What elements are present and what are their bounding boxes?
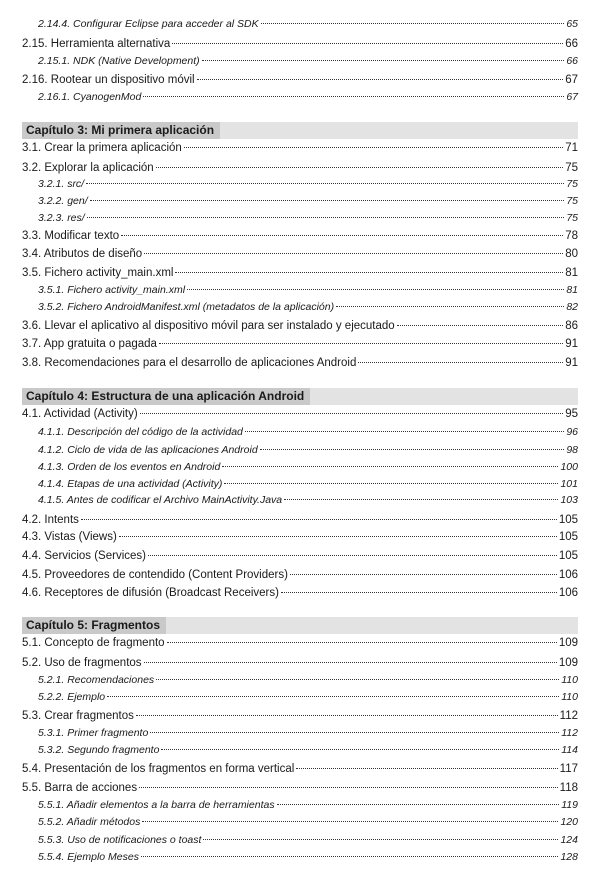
page-number: 120 bbox=[560, 816, 578, 828]
page-number: 105 bbox=[558, 550, 578, 562]
entry-title: 2.14.4. Configurar Eclipse para acceder al SDK bbox=[38, 18, 259, 30]
page-number: 100 bbox=[560, 461, 578, 473]
dot-leader bbox=[224, 482, 558, 484]
page-number: 95 bbox=[565, 408, 578, 420]
entry-title: 4.1. Actividad (Activity) bbox=[22, 408, 138, 420]
dot-leader bbox=[144, 661, 557, 663]
toc-section-entry[interactable] bbox=[22, 160, 578, 176]
page-number: 118 bbox=[559, 782, 578, 794]
dot-leader bbox=[203, 838, 558, 840]
dot-leader bbox=[86, 182, 564, 184]
dot-leader bbox=[184, 146, 563, 148]
page-number: 75 bbox=[566, 195, 578, 207]
dot-leader bbox=[197, 78, 564, 80]
chapter-heading-label: Capítulo 4: Estructura de una aplicación Android bbox=[22, 388, 310, 405]
entry-title: 5.2. Uso de fragmentos bbox=[22, 657, 142, 669]
entry-title: 3.2. Explorar la aplicación bbox=[22, 162, 154, 174]
toc-subsection-entry[interactable] bbox=[38, 459, 578, 475]
toc-section-entry[interactable] bbox=[22, 318, 578, 334]
entry-title: 2.16.1. CyanogenMod bbox=[38, 91, 142, 103]
toc-subsection-entry[interactable] bbox=[38, 725, 578, 741]
entry-title: 4.2. Intents bbox=[22, 514, 79, 526]
toc-section-entry[interactable] bbox=[22, 228, 578, 244]
dot-leader bbox=[148, 554, 557, 556]
chapter-heading-label: Capítulo 3: Mi primera aplicación bbox=[22, 122, 220, 139]
page-number: 103 bbox=[560, 494, 578, 506]
toc-subsection-entry[interactable] bbox=[38, 16, 578, 32]
dot-leader bbox=[261, 22, 565, 24]
toc-subsection-entry[interactable] bbox=[38, 282, 578, 298]
dot-leader bbox=[260, 448, 565, 450]
entry-title: 4.5. Proveedores de contendido (Content Providers) bbox=[22, 569, 288, 581]
entry-title: 2.15. Herramienta alternativa bbox=[22, 38, 171, 50]
entry-title: 4.1.5. Antes de codificar el Archivo MainActivity.Java bbox=[38, 494, 283, 506]
dot-leader bbox=[167, 641, 557, 643]
entry-title: 4.1.1. Descripción del código de la actividad bbox=[38, 426, 243, 438]
entry-title: 3.5.1. Fichero activity_main.xml bbox=[38, 284, 186, 296]
page-number: 112 bbox=[561, 727, 578, 739]
chapter-heading-label: Capítulo 5: Fragmentos bbox=[22, 617, 166, 634]
toc-subsection-entry[interactable] bbox=[38, 442, 578, 458]
dot-leader bbox=[144, 252, 563, 254]
dot-leader bbox=[142, 820, 558, 822]
dot-leader bbox=[284, 498, 558, 500]
chapter-heading bbox=[22, 122, 578, 139]
dot-leader bbox=[281, 591, 557, 593]
entry-title: 2.16. Rootear un dispositivo móvil bbox=[22, 74, 195, 86]
entry-title: 4.1.3. Orden de los eventos en Android bbox=[38, 461, 221, 473]
page-number: 91 bbox=[565, 338, 578, 350]
entry-title: 4.4. Servicios (Services) bbox=[22, 550, 146, 562]
entry-title: 3.7. App gratuita o pagada bbox=[22, 338, 157, 350]
toc-section-entry[interactable] bbox=[22, 140, 578, 156]
toc-subsection-entry[interactable] bbox=[38, 424, 578, 440]
page-number: 110 bbox=[561, 674, 578, 686]
chapter-heading bbox=[22, 617, 578, 634]
dot-leader bbox=[140, 412, 564, 414]
entry-title: 4.1.4. Etapas de una actividad (Activity) bbox=[38, 478, 223, 490]
toc-section-entry[interactable] bbox=[22, 635, 578, 651]
dot-leader bbox=[136, 714, 558, 716]
entry-title: 3.8. Recomendaciones para el desarrollo de aplicaciones Android bbox=[22, 357, 357, 369]
toc-section-entry[interactable] bbox=[22, 72, 578, 88]
dot-leader bbox=[87, 216, 565, 218]
dot-leader bbox=[187, 288, 564, 290]
toc-section-entry[interactable] bbox=[22, 761, 578, 777]
dot-leader bbox=[397, 324, 564, 326]
toc-section-entry[interactable] bbox=[22, 567, 578, 583]
entry-title: 5.3.2. Segundo fragmento bbox=[38, 744, 160, 756]
dot-leader bbox=[156, 678, 559, 680]
page-number: 91 bbox=[565, 357, 578, 369]
dot-leader bbox=[107, 695, 559, 697]
page-number: 82 bbox=[566, 301, 578, 313]
toc-subsection-entry[interactable] bbox=[38, 210, 578, 226]
toc-subsection-entry[interactable] bbox=[38, 849, 578, 865]
chapter-heading bbox=[22, 388, 578, 405]
toc-section-entry[interactable] bbox=[22, 355, 578, 371]
dot-leader bbox=[245, 430, 564, 432]
entry-title: 5.5.1. Añadir elementos a la barra de herramientas bbox=[38, 799, 275, 811]
toc-section-entry[interactable] bbox=[22, 708, 578, 724]
page-number: 67 bbox=[566, 91, 578, 103]
dot-leader bbox=[90, 199, 565, 201]
entry-title: 3.2.1. src/ bbox=[38, 178, 85, 190]
entry-title: 5.4. Presentación de los fragmentos en forma vertical bbox=[22, 763, 295, 775]
dot-leader bbox=[156, 166, 564, 168]
toc-subsection-entry[interactable] bbox=[38, 492, 578, 508]
entry-title: 5.1. Concepto de fragmento bbox=[22, 637, 165, 649]
page-number: 101 bbox=[560, 478, 578, 490]
page-number: 98 bbox=[566, 444, 578, 456]
toc-section-entry[interactable] bbox=[22, 585, 578, 601]
toc-section-entry[interactable] bbox=[22, 406, 578, 422]
entry-title: 5.5.4. Ejemplo Meses bbox=[38, 851, 139, 863]
page-number: 75 bbox=[565, 162, 578, 174]
entry-title: 5.5. Barra de acciones bbox=[22, 782, 138, 794]
toc-subsection-entry[interactable] bbox=[38, 193, 578, 209]
page-number: 124 bbox=[560, 834, 578, 846]
dot-leader bbox=[159, 342, 563, 344]
entry-title: 3.2.2. gen/ bbox=[38, 195, 88, 207]
toc-subsection-entry[interactable] bbox=[38, 742, 578, 758]
toc-section-entry[interactable] bbox=[22, 512, 578, 528]
dot-leader bbox=[296, 767, 557, 769]
entry-title: 4.3. Vistas (Views) bbox=[22, 531, 117, 543]
entry-title: 4.6. Receptores de difusión (Broadcast Receivers) bbox=[22, 587, 279, 599]
entry-title: 3.5.2. Fichero AndroidManifest.xml (metadatos de la aplicación) bbox=[38, 301, 335, 313]
toc-subsection-entry[interactable] bbox=[38, 689, 578, 705]
toc-subsection-entry[interactable] bbox=[38, 797, 578, 813]
entry-title: 4.1.2. Ciclo de vida de las aplicaciones Android bbox=[38, 444, 258, 456]
dot-leader bbox=[150, 731, 559, 733]
entry-title: 5.5.2. Añadir métodos bbox=[38, 816, 141, 828]
page-number: 65 bbox=[566, 18, 578, 30]
entry-title: 5.3.1. Primer fragmento bbox=[38, 727, 149, 739]
page-number: 75 bbox=[566, 178, 578, 190]
page-number: 128 bbox=[560, 851, 578, 863]
dot-leader bbox=[222, 465, 558, 467]
entry-title: 3.6. Llevar el aplicativo al dispositivo móvil para ser instalado y ejecutado bbox=[22, 320, 395, 332]
dot-leader bbox=[119, 535, 557, 537]
page-number: 66 bbox=[566, 55, 578, 67]
entry-title: 5.2.1. Recomendaciones bbox=[38, 674, 155, 686]
toc-section-entry[interactable] bbox=[22, 655, 578, 671]
entry-title: 5.5.3. Uso de notificaciones o toast bbox=[38, 834, 202, 846]
page-number: 106 bbox=[558, 569, 578, 581]
dot-leader bbox=[358, 361, 563, 363]
dot-leader bbox=[143, 95, 564, 97]
page-number: 81 bbox=[565, 267, 578, 279]
page-number: 86 bbox=[565, 320, 578, 332]
page-number: 110 bbox=[561, 691, 578, 703]
dot-leader bbox=[336, 305, 564, 307]
page-number: 66 bbox=[565, 38, 578, 50]
toc-section-entry[interactable] bbox=[22, 529, 578, 545]
page-number: 71 bbox=[565, 142, 578, 154]
dot-leader bbox=[175, 271, 563, 273]
page-number: 75 bbox=[566, 212, 578, 224]
page-number: 109 bbox=[558, 657, 578, 669]
toc-section-entry[interactable] bbox=[22, 36, 578, 52]
entry-title: 5.3. Crear fragmentos bbox=[22, 710, 134, 722]
dot-leader bbox=[290, 573, 557, 575]
page-number: 117 bbox=[559, 763, 578, 775]
toc-subsection-entry[interactable] bbox=[38, 299, 578, 315]
toc-subsection-entry[interactable] bbox=[38, 89, 578, 105]
dot-leader bbox=[139, 786, 558, 788]
toc-subsection-entry[interactable] bbox=[38, 832, 578, 848]
entry-title: 2.15.1. NDK (Native Development) bbox=[38, 55, 200, 67]
page-number: 114 bbox=[561, 744, 578, 756]
dot-leader bbox=[141, 855, 559, 857]
toc-section-entry[interactable] bbox=[22, 780, 578, 796]
page-number: 67 bbox=[565, 74, 578, 86]
toc-section-entry[interactable] bbox=[22, 246, 578, 262]
entry-title: 3.3. Modificar texto bbox=[22, 230, 120, 242]
toc-subsection-entry[interactable] bbox=[38, 672, 578, 688]
toc-section-entry[interactable] bbox=[22, 548, 578, 564]
dot-leader bbox=[81, 518, 557, 520]
page-number: 105 bbox=[558, 514, 578, 526]
dot-leader bbox=[277, 803, 560, 805]
entry-title: 3.4. Atributos de diseño bbox=[22, 248, 143, 260]
dot-leader bbox=[121, 234, 563, 236]
toc-section-entry[interactable] bbox=[22, 336, 578, 352]
page-number: 96 bbox=[566, 426, 578, 438]
entry-title: 5.2.2. Ejemplo bbox=[38, 691, 106, 703]
page-number: 78 bbox=[565, 230, 578, 242]
page-number: 105 bbox=[558, 531, 578, 543]
toc-subsection-entry[interactable] bbox=[38, 814, 578, 830]
entry-title: 3.2.3. res/ bbox=[38, 212, 85, 224]
dot-leader bbox=[202, 59, 565, 61]
page-number: 80 bbox=[565, 248, 578, 260]
toc-subsection-entry[interactable] bbox=[38, 53, 578, 69]
entry-title: 3.1. Crear la primera aplicación bbox=[22, 142, 182, 154]
toc-subsection-entry[interactable] bbox=[38, 476, 578, 492]
dot-leader bbox=[161, 748, 559, 750]
toc-section-entry[interactable] bbox=[22, 265, 578, 281]
dot-leader bbox=[172, 42, 563, 44]
page-number: 106 bbox=[558, 587, 578, 599]
page-number: 81 bbox=[566, 284, 578, 296]
page-number: 109 bbox=[558, 637, 578, 649]
toc-subsection-entry[interactable] bbox=[38, 176, 578, 192]
page-number: 112 bbox=[559, 710, 578, 722]
page-number: 119 bbox=[561, 799, 578, 811]
entry-title: 3.5. Fichero activity_main.xml bbox=[22, 267, 174, 279]
